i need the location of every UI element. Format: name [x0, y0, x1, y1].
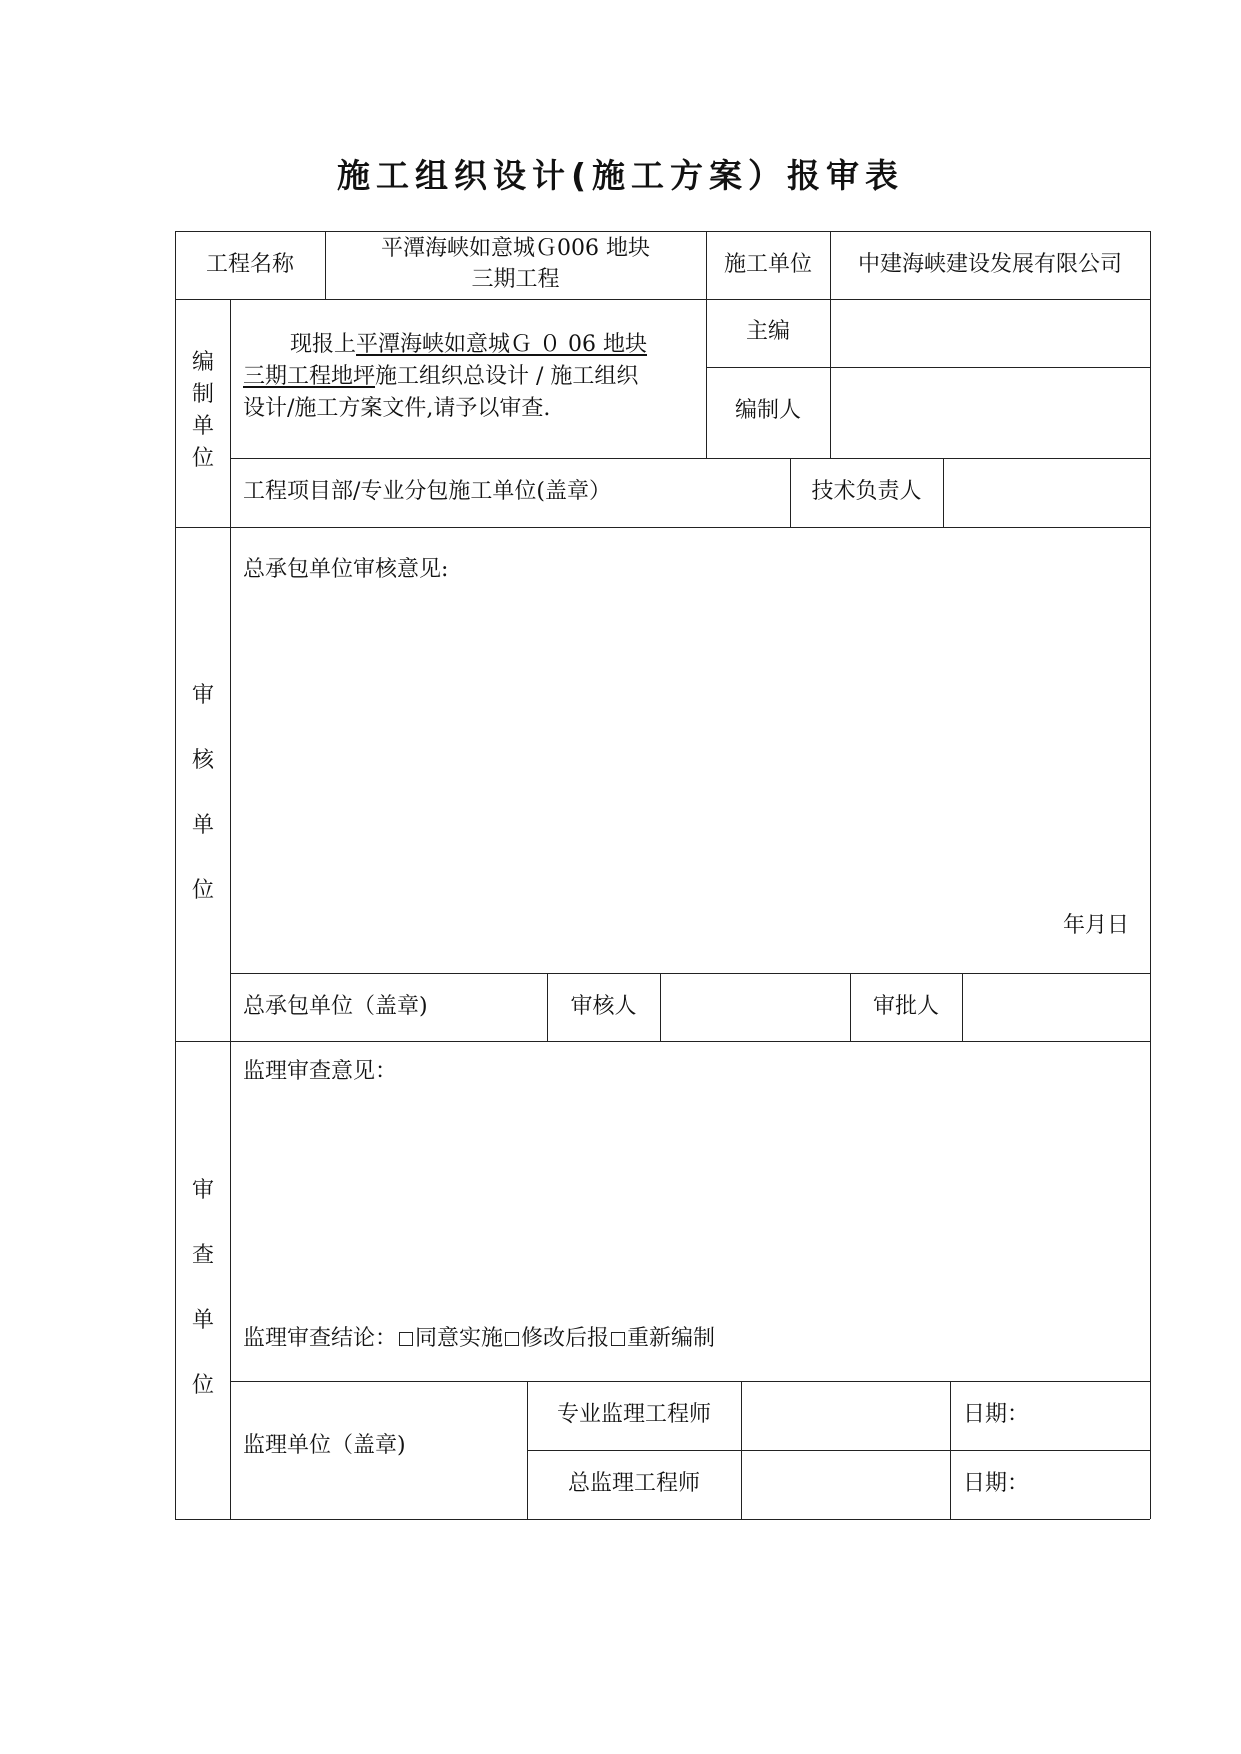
row-divider [706, 367, 1150, 368]
project-name-value-line1: 平潭海峡如意城Ｇ006 地块 [381, 236, 650, 261]
row-divider [230, 458, 1150, 459]
section-divider [175, 527, 1150, 528]
editor-label: 编制人 [734, 398, 801, 423]
col-divider [943, 458, 944, 527]
supervision-seal-label: 监理单位（盖章) [243, 1433, 406, 1458]
supervision-conclusion: 监理审查结论： 同意实施 修改后报 重新编制 [243, 1326, 716, 1351]
chief-engineer-label: 总监理工程师 [567, 1471, 700, 1496]
review-date-label: 年月日 [1063, 913, 1130, 938]
submission-text-line3: 设计/施工方案文件,请予以审查. [243, 396, 551, 421]
checkbox-approve[interactable] [399, 1332, 413, 1346]
pro-engineer-label: 专业监理工程师 [556, 1402, 711, 1427]
page-title: 施工组织设计(施工方案）报审表 [336, 156, 905, 195]
date-label-1: 日期： [963, 1402, 1030, 1427]
report-form-table [175, 231, 1150, 1519]
row-divider [230, 1381, 1150, 1382]
contractor-value: 中建海峡建设发展有限公司 [857, 252, 1122, 277]
checkbox-recompile[interactable] [611, 1332, 625, 1346]
contractor-label: 施工单位 [723, 252, 812, 277]
compile-side-label: 编 制 单 位 [191, 350, 214, 471]
inspect-side-label: 审 查 单 位 [191, 1178, 214, 1398]
submission-text-line2: 三期工程地坪施工组织总设计 / 施工组织 [243, 364, 639, 389]
chief-editor-label: 主编 [745, 319, 790, 344]
approver-label: 审批人 [872, 994, 939, 1019]
project-name-value-line2: 三期工程 [471, 267, 560, 292]
col-divider [660, 973, 661, 1041]
table-border-bottom [175, 1519, 1150, 1520]
reviewer-label: 审核人 [570, 994, 637, 1019]
row-divider [527, 1450, 1150, 1451]
table-border-right [1150, 231, 1151, 1519]
row-divider [230, 973, 1150, 974]
col-divider [962, 973, 963, 1041]
date-label-2: 日期： [963, 1471, 1030, 1496]
col-divider [741, 1381, 742, 1519]
dept-seal-label: 工程项目部/专业分包施工单位(盖章） [243, 479, 611, 504]
tech-lead-label: 技术负责人 [811, 479, 922, 504]
review-side-label: 审 核 单 位 [191, 683, 214, 903]
table-border-top [175, 231, 1150, 232]
section-divider [175, 1041, 1150, 1042]
contractor-opinion-label: 总承包单位审核意见: [243, 557, 449, 582]
supervision-opinion-label: 监理审查意见： [243, 1059, 398, 1084]
contractor-seal-label: 总承包单位（盖章) [243, 994, 428, 1019]
submission-text-line1: 现报上平潭海峡如意城Ｇ ０ 06 地块 [290, 332, 647, 357]
col-divider [950, 1381, 951, 1519]
project-name-label: 工程名称 [205, 252, 294, 277]
row-divider [175, 299, 1150, 300]
col-divider [230, 299, 231, 1519]
checkbox-revise[interactable] [505, 1332, 519, 1346]
